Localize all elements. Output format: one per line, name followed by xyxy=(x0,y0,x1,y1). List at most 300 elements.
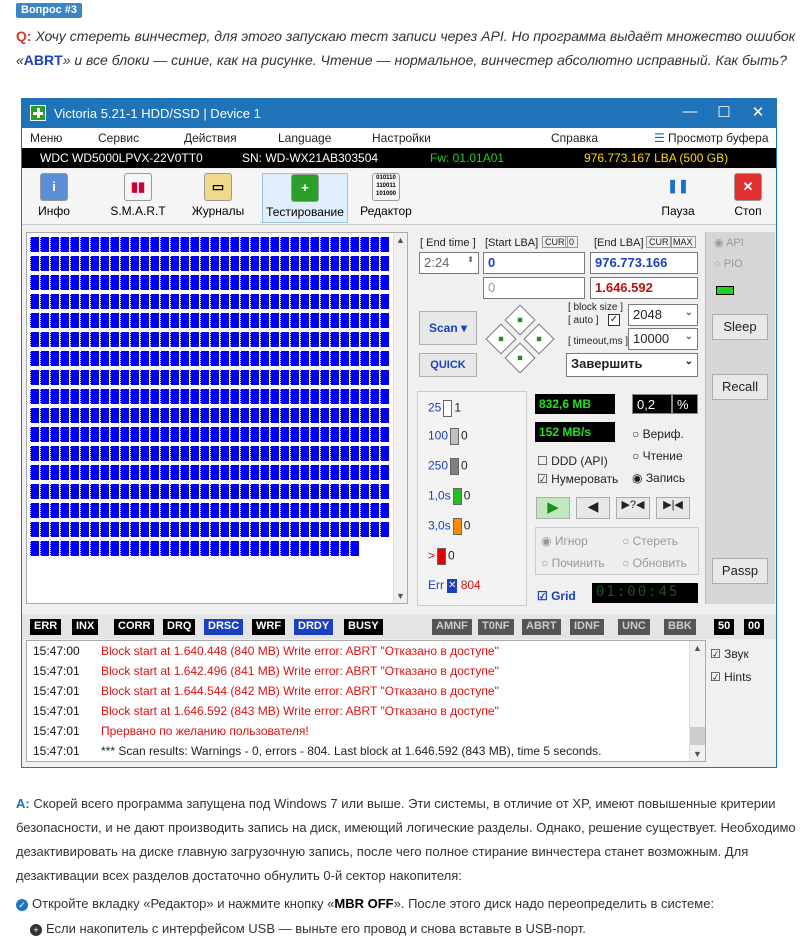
navigation-pad xyxy=(487,306,553,372)
scan-block xyxy=(100,256,109,271)
scan-block xyxy=(240,541,249,556)
scan-block xyxy=(230,484,239,499)
scan-block xyxy=(340,256,349,271)
scan-block xyxy=(270,370,279,385)
chevron-down-icon: ⌄ xyxy=(684,356,693,367)
scan-block xyxy=(210,522,219,537)
scan-block xyxy=(120,389,129,404)
scan-block xyxy=(300,503,309,518)
scan-block xyxy=(40,484,49,499)
scan-block xyxy=(210,465,219,480)
erase-radio[interactable]: ○ Стереть xyxy=(622,534,678,548)
scan-block xyxy=(150,408,159,423)
scan-block xyxy=(130,351,139,366)
scan-block xyxy=(120,313,129,328)
scan-block xyxy=(300,370,309,385)
scan-block xyxy=(100,332,109,347)
scan-block xyxy=(240,522,249,537)
pause-button[interactable]: ❚❚ Пауза xyxy=(658,173,698,218)
scan-block xyxy=(110,408,119,423)
event-log xyxy=(26,640,706,762)
back-button[interactable] xyxy=(576,497,610,519)
scan-block xyxy=(300,313,309,328)
scan-block xyxy=(180,465,189,480)
scan-block xyxy=(220,427,229,442)
log-message: Block start at 1.646.592 (843 MB) Write error: ABRT "Отказано в доступе" xyxy=(101,704,499,718)
scan-block xyxy=(40,351,49,366)
status-amnf: AMNF xyxy=(432,619,472,635)
ddd-checkbox[interactable]: ☐ DDD (API) xyxy=(537,454,608,468)
drive-lba: 976.773.167 LBA (500 GB) xyxy=(584,151,729,165)
scan-block xyxy=(100,275,109,290)
testing-button[interactable]: + Тестирование xyxy=(262,173,348,223)
scan-block xyxy=(380,256,389,271)
scan-block xyxy=(30,351,39,366)
scan-block xyxy=(290,427,299,442)
scan-block xyxy=(110,503,119,518)
log-row xyxy=(27,741,705,761)
speed-display: 152 MB/s xyxy=(535,422,615,442)
scan-block xyxy=(230,256,239,271)
verify-radio[interactable]: ○ Вериф. xyxy=(632,427,684,441)
error-count: 804 xyxy=(460,578,481,592)
status-50: 50 xyxy=(714,619,734,635)
legend-row: 3,0s 0 xyxy=(428,518,470,535)
scan-block xyxy=(70,332,79,347)
write-radio[interactable]: ◉ Запись xyxy=(632,471,686,485)
scan-block xyxy=(190,275,199,290)
scan-block xyxy=(320,465,329,480)
scan-block xyxy=(30,427,39,442)
scan-block xyxy=(260,408,269,423)
scan-block xyxy=(290,294,299,309)
scan-block xyxy=(190,541,199,556)
scan-block xyxy=(300,446,309,461)
scan-block xyxy=(290,275,299,290)
arrow-right-icon[interactable]: ◆ xyxy=(523,323,554,354)
play-button[interactable] xyxy=(536,497,570,519)
auto-label: [ auto ] xyxy=(568,315,599,326)
scan-block xyxy=(380,503,389,518)
scan-block xyxy=(230,427,239,442)
scan-block xyxy=(30,313,39,328)
editor-button[interactable]: 010110 110011 101000 Редактор xyxy=(360,175,412,218)
scan-block xyxy=(80,408,89,423)
scan-block xyxy=(190,522,199,537)
scan-block xyxy=(90,484,99,499)
scan-block xyxy=(350,541,359,556)
scan-block xyxy=(150,370,159,385)
scan-block xyxy=(330,465,339,480)
scan-block xyxy=(130,332,139,347)
status-drsc: DRSC xyxy=(204,619,243,635)
scan-block xyxy=(250,408,259,423)
plus-circle-icon: + xyxy=(30,924,42,936)
scan-block xyxy=(100,389,109,404)
scan-block xyxy=(220,256,229,271)
scan-block xyxy=(150,465,159,480)
scan-block xyxy=(340,465,349,480)
scan-block xyxy=(250,522,259,537)
scan-block xyxy=(250,313,259,328)
drive-model: WDC WD5000LPVX-22V0TT0 xyxy=(40,151,203,165)
scan-block xyxy=(280,484,289,499)
scan-block xyxy=(380,370,389,385)
scan-block xyxy=(380,332,389,347)
pause-icon: ❚❚ xyxy=(667,178,689,193)
scan-block xyxy=(300,294,309,309)
scan-block xyxy=(70,351,79,366)
scan-block xyxy=(300,408,309,423)
scan-block xyxy=(340,237,349,252)
timeout-select[interactable]: 10000 ⌄ xyxy=(628,328,698,350)
scan-block xyxy=(40,503,49,518)
scan-block xyxy=(370,237,379,252)
scan-block xyxy=(80,332,89,347)
scan-block xyxy=(270,389,279,404)
scan-block xyxy=(270,332,279,347)
scan-block xyxy=(320,503,329,518)
scan-block xyxy=(300,427,309,442)
scan-block xyxy=(80,351,89,366)
scan-block xyxy=(60,332,69,347)
fix-radio[interactable]: ○ Починить xyxy=(541,556,605,570)
scan-block xyxy=(220,465,229,480)
end-time-field[interactable]: 2:24 ⬍ xyxy=(419,252,479,274)
scan-block xyxy=(230,294,239,309)
log-row xyxy=(27,641,705,661)
scan-block xyxy=(260,256,269,271)
scan-block xyxy=(290,408,299,423)
skip-random-button[interactable] xyxy=(616,497,650,519)
arrow-up-icon[interactable]: ◆ xyxy=(504,304,535,335)
scan-block xyxy=(300,275,309,290)
scan-block xyxy=(60,465,69,480)
sound-checkbox[interactable]: ☑ Звук xyxy=(710,647,749,661)
scan-block xyxy=(280,332,289,347)
cur-button[interactable]: CUR xyxy=(542,236,568,248)
scan-block xyxy=(170,541,179,556)
scan-block xyxy=(70,370,79,385)
scan-block xyxy=(380,275,389,290)
progress-mb: 832,6 MB xyxy=(535,394,615,414)
scan-block xyxy=(380,484,389,499)
scan-block xyxy=(350,370,359,385)
scan-block xyxy=(170,275,179,290)
log-message: *** Scan results: Warnings - 0, errors - 804. Last block at 1.646.592 (843 MB), time 5 seconds. xyxy=(101,744,602,758)
scan-block xyxy=(220,294,229,309)
arrow-down-icon[interactable]: ◆ xyxy=(504,342,535,373)
arrow-left-icon[interactable]: ◆ xyxy=(485,323,516,354)
end-button[interactable] xyxy=(656,497,690,519)
max-button[interactable]: MAX xyxy=(670,236,696,248)
scan-block xyxy=(140,408,149,423)
scan-block xyxy=(80,294,89,309)
scan-block xyxy=(90,313,99,328)
scan-block xyxy=(370,256,379,271)
scan-block xyxy=(150,351,159,366)
scan-block xyxy=(340,294,349,309)
scan-block xyxy=(80,275,89,290)
scan-block xyxy=(60,408,69,423)
api-radio[interactable]: ◉ API xyxy=(714,237,744,249)
scroll-thumb[interactable] xyxy=(690,727,705,745)
scan-block xyxy=(180,351,189,366)
scan-block xyxy=(280,294,289,309)
scan-block xyxy=(60,503,69,518)
scan-block xyxy=(120,332,129,347)
scan-button[interactable]: Scan ▾ xyxy=(419,311,477,345)
scan-block xyxy=(40,275,49,290)
scan-block xyxy=(270,503,279,518)
folder-icon: ▭ xyxy=(204,173,232,201)
scan-block xyxy=(340,446,349,461)
ignore-radio[interactable]: ◉ Игнор xyxy=(541,534,588,548)
scan-block xyxy=(40,237,49,252)
scan-block xyxy=(260,294,269,309)
scan-block xyxy=(350,275,359,290)
zero-button[interactable]: 0 xyxy=(565,236,578,248)
scan-block xyxy=(320,522,329,537)
auto-checkbox[interactable]: ✓ xyxy=(609,314,619,325)
scan-block xyxy=(70,484,79,499)
scan-block xyxy=(90,408,99,423)
chevron-down-icon: ▼ xyxy=(396,591,405,601)
scan-block xyxy=(130,370,139,385)
scan-block xyxy=(110,256,119,271)
scan-block xyxy=(110,465,119,480)
legend-swatch xyxy=(453,518,462,535)
scan-block xyxy=(220,408,229,423)
scan-block xyxy=(190,256,199,271)
scan-block xyxy=(240,465,249,480)
scan-block xyxy=(300,237,309,252)
scan-block xyxy=(220,275,229,290)
log-row xyxy=(27,701,705,721)
scan-block xyxy=(70,294,79,309)
scan-block xyxy=(350,256,359,271)
scan-block xyxy=(150,484,159,499)
scan-block xyxy=(190,351,199,366)
scan-block xyxy=(300,389,309,404)
scan-block xyxy=(370,351,379,366)
passp-button[interactable]: Passp xyxy=(712,558,768,584)
scan-block xyxy=(90,370,99,385)
scan-block xyxy=(210,237,219,252)
finish-select[interactable]: Завершить ⌄ xyxy=(566,353,698,377)
scan-block xyxy=(370,408,379,423)
scan-block xyxy=(180,541,189,556)
scan-block xyxy=(250,370,259,385)
scan-block xyxy=(50,503,59,518)
scan-block xyxy=(120,427,129,442)
scan-block xyxy=(160,332,169,347)
scan-block xyxy=(280,275,289,290)
log-scrollbar[interactable] xyxy=(689,641,705,761)
scan-block xyxy=(170,370,179,385)
scan-block xyxy=(320,275,329,290)
end-lba-input[interactable]: 976.773.166 xyxy=(590,252,698,274)
scan-block xyxy=(380,294,389,309)
quick-button[interactable]: QUICK xyxy=(419,353,477,377)
scan-block xyxy=(260,237,269,252)
scan-block xyxy=(380,351,389,366)
hints-checkbox[interactable]: ☑ Hints xyxy=(710,670,752,684)
scan-block xyxy=(330,294,339,309)
scan-block xyxy=(340,503,349,518)
scan-block xyxy=(210,313,219,328)
info-button[interactable]: i Инфо xyxy=(34,173,74,218)
scan-block xyxy=(40,389,49,404)
scan-block xyxy=(200,522,209,537)
menu-item[interactable]: Сервис xyxy=(98,131,140,145)
scan-block xyxy=(370,332,379,347)
scan-block xyxy=(230,351,239,366)
status-bbk: BBK xyxy=(664,619,696,635)
scan-block xyxy=(200,446,209,461)
scan-block xyxy=(300,541,309,556)
scan-block xyxy=(170,332,179,347)
scan-block xyxy=(240,408,249,423)
logs-button[interactable]: ▭ Журналы xyxy=(190,173,246,218)
scan-block xyxy=(40,294,49,309)
legend-row: > 0 xyxy=(428,548,455,565)
scan-block xyxy=(200,275,209,290)
menu-item[interactable]: Language xyxy=(278,131,332,145)
check-circle-icon: ✓ xyxy=(16,899,28,911)
maximize-button[interactable]: ☐ xyxy=(717,104,731,121)
scan-block xyxy=(140,522,149,537)
status-00: 00 xyxy=(744,619,764,635)
sleep-button[interactable]: Sleep xyxy=(712,314,768,340)
scan-block xyxy=(210,389,219,404)
block-grid xyxy=(26,232,408,604)
log-message: Block start at 1.644.544 (842 MB) Write error: ABRT "Отказано в доступе" xyxy=(101,684,499,698)
scan-block xyxy=(70,256,79,271)
smart-button[interactable]: ▮▮ S.M.A.R.T xyxy=(106,173,170,218)
minimize-button[interactable]: — xyxy=(682,103,698,120)
pio-radio[interactable]: ○ PIO xyxy=(714,258,743,270)
scan-block xyxy=(90,522,99,537)
scan-block xyxy=(40,256,49,271)
drive-info-bar xyxy=(22,148,776,168)
scan-block xyxy=(320,408,329,423)
status-unc: UNC xyxy=(618,619,650,635)
scan-block xyxy=(290,465,299,480)
scan-block xyxy=(120,351,129,366)
refresh-radio[interactable]: ○ Обновить xyxy=(622,556,687,570)
scan-block xyxy=(60,446,69,461)
menu-item[interactable]: Настройки xyxy=(372,131,431,145)
menu-item[interactable]: Действия xyxy=(184,131,237,145)
menu-item[interactable]: Меню xyxy=(30,131,63,145)
scan-block xyxy=(280,256,289,271)
scan-block xyxy=(240,389,249,404)
end-cur-button[interactable]: CUR xyxy=(646,236,672,248)
scan-block xyxy=(340,389,349,404)
scan-block xyxy=(360,408,369,423)
scan-block xyxy=(280,427,289,442)
start-lba-current: 0 xyxy=(483,277,585,299)
scan-block xyxy=(330,427,339,442)
numbered-checkbox[interactable]: ☑ Нумеровать xyxy=(537,472,619,486)
legend-swatch xyxy=(453,488,462,505)
scan-block xyxy=(330,503,339,518)
recall-button[interactable]: Recall xyxy=(712,374,768,400)
scan-block xyxy=(270,313,279,328)
title-bar[interactable] xyxy=(22,99,776,128)
scan-block xyxy=(140,313,149,328)
scan-block xyxy=(160,427,169,442)
scan-block xyxy=(140,332,149,347)
scan-block xyxy=(60,256,69,271)
scan-block xyxy=(310,522,319,537)
scan-block xyxy=(220,446,229,461)
scan-block xyxy=(270,256,279,271)
scan-block xyxy=(180,484,189,499)
menu-item-buffer[interactable]: Просмотр буфера xyxy=(668,131,769,145)
scan-block xyxy=(330,370,339,385)
scan-block xyxy=(230,408,239,423)
end-icon: ▶|◀ xyxy=(663,499,683,511)
scan-block xyxy=(370,370,379,385)
block-size-select[interactable]: 2048 ⌄ xyxy=(628,304,698,326)
scan-block xyxy=(360,503,369,518)
log-time: 15:47:01 xyxy=(33,724,80,738)
stop-button[interactable]: ✕ Стоп xyxy=(728,173,768,218)
scan-block xyxy=(40,313,49,328)
scan-block xyxy=(200,332,209,347)
scan-block xyxy=(240,446,249,461)
scan-block xyxy=(70,427,79,442)
scan-block xyxy=(50,256,59,271)
cross-icon: + xyxy=(291,174,319,202)
grid-scrollbar[interactable] xyxy=(393,233,407,603)
question-badge: Вопрос #3 xyxy=(16,3,82,18)
start-lba-input[interactable]: 0 xyxy=(483,252,585,274)
read-radio[interactable]: ○ Чтение xyxy=(632,449,683,463)
scan-block xyxy=(200,294,209,309)
scan-block xyxy=(80,427,89,442)
scan-block xyxy=(300,484,309,499)
scan-block xyxy=(290,446,299,461)
grid-checkbox[interactable]: ☑ Grid xyxy=(537,589,576,603)
menu-item[interactable]: Справка xyxy=(551,131,599,145)
scan-block xyxy=(240,313,249,328)
close-button[interactable]: ✕ xyxy=(751,104,765,121)
scan-block xyxy=(170,484,179,499)
scan-block xyxy=(140,351,149,366)
start-lba-label: [Start LBA] xyxy=(485,237,539,249)
scan-block xyxy=(140,237,149,252)
question-part-a: Хочу стереть винчестер, для этого запускаю тест записи через API. Но программа выдаёт множество ошибок « xyxy=(16,28,796,68)
stop-icon: ✕ xyxy=(734,173,762,201)
scan-block xyxy=(350,408,359,423)
scan-block xyxy=(170,503,179,518)
scan-block xyxy=(330,332,339,347)
scan-block xyxy=(320,541,329,556)
scan-block xyxy=(40,427,49,442)
scan-block xyxy=(270,408,279,423)
scan-block xyxy=(280,237,289,252)
scan-block xyxy=(110,313,119,328)
scan-block xyxy=(290,389,299,404)
scan-block xyxy=(30,237,39,252)
legend-swatch xyxy=(443,400,452,417)
scan-block xyxy=(360,465,369,480)
scan-block xyxy=(120,237,129,252)
scan-block xyxy=(140,389,149,404)
